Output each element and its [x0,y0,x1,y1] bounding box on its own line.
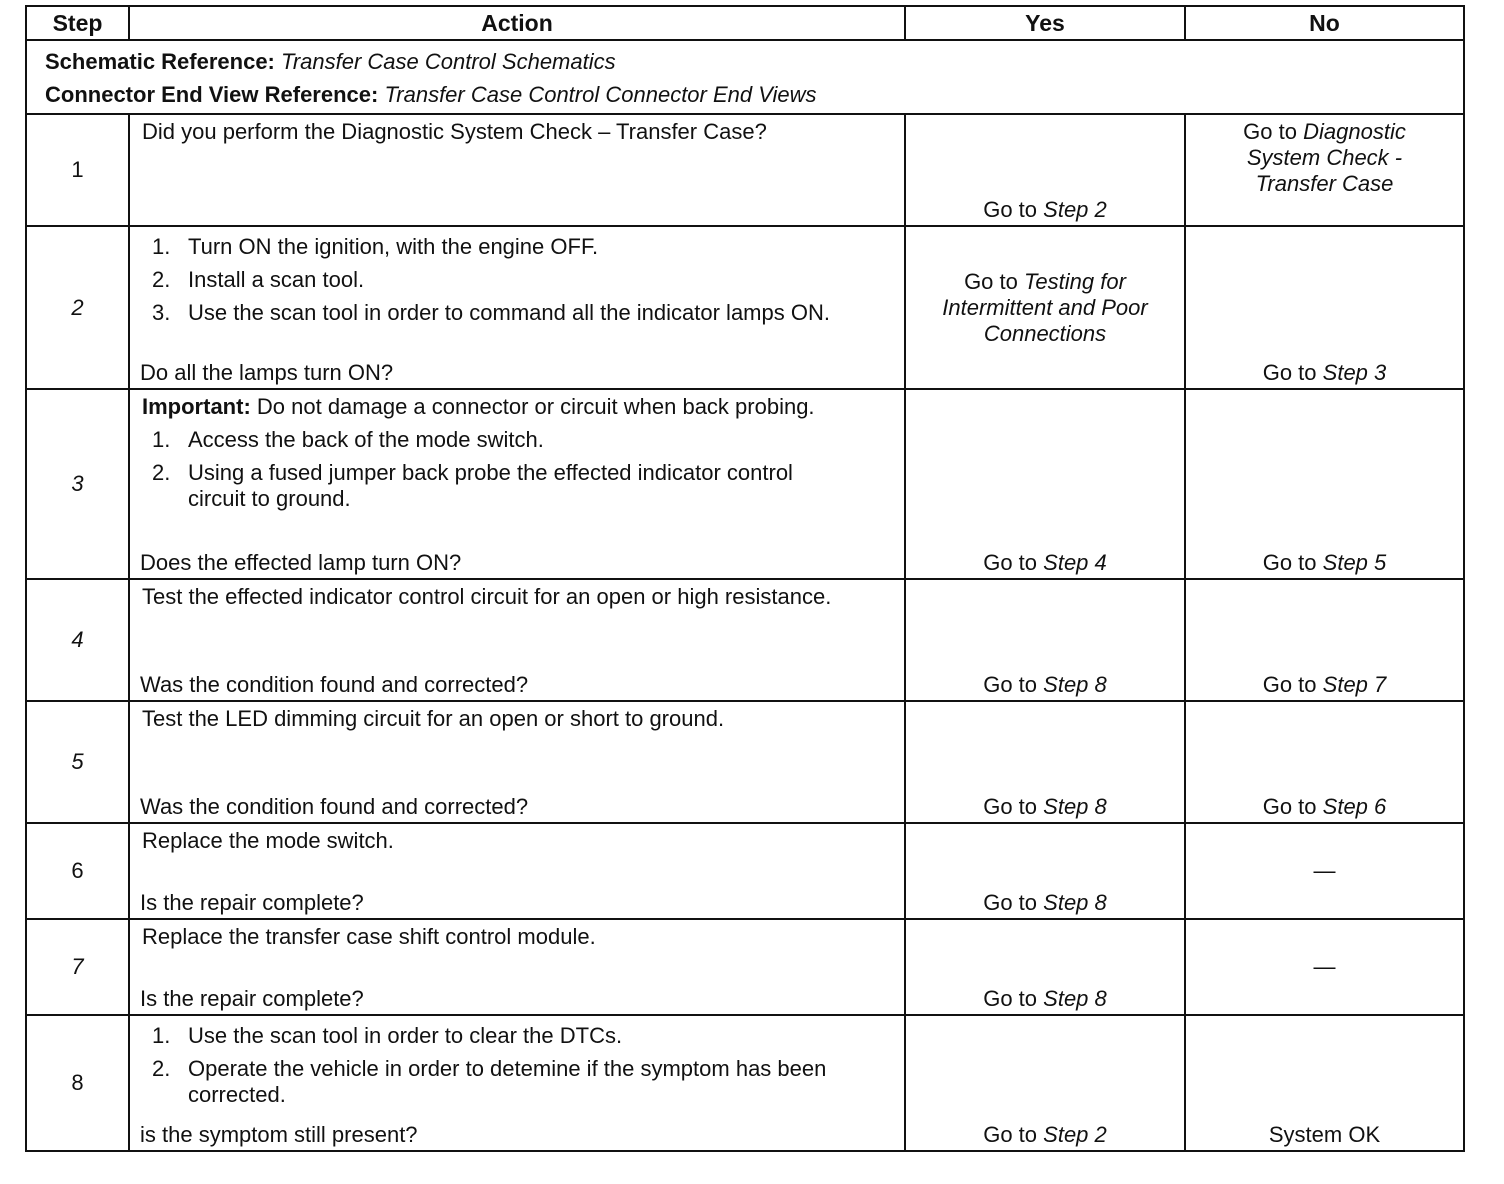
instruction-list [130,1016,904,1108]
goto-label: Go to [983,986,1038,1011]
list-item: 1. Access the back of the mode switch. [152,427,544,452]
yes-link[interactable]: Step 8 [1043,672,1107,697]
goto-label: Go to [983,197,1038,222]
action-question: Does the effected lamp turn ON? [140,550,462,575]
goto-label: Go to [983,794,1038,819]
table-row [26,226,1464,389]
action-cell [129,389,905,579]
action-text: Replace the transfer case shift control module. [142,924,596,949]
no-cell [1185,114,1464,226]
list-item: 2. Using a fused jumper back probe the effected indicator control circuit to ground. [152,460,793,511]
yes-link[interactable]: Testing for Intermittent and Poor Connections [942,268,1148,346]
schematic-reference-label: Schematic Reference: [45,49,275,74]
action-text: Replace the mode switch. [142,828,394,853]
action-cell [129,701,905,823]
action-cell [129,919,905,1015]
goto-label: Go to [983,890,1038,915]
action-question: is the symptom still present? [140,1122,418,1147]
action-text: Test the effected indicator control circuit for an open or high resistance. [142,584,832,609]
schematic-reference [45,45,1445,78]
table-row [26,823,1464,919]
action-question: Was the condition found and corrected? [140,672,529,697]
action-cell [129,1015,905,1151]
yes-cell [905,823,1185,919]
yes-link[interactable]: Step 8 [1043,890,1107,915]
connector-reference-label: Connector End View Reference: [45,82,379,107]
header-row [26,6,1464,40]
yes-cell [905,919,1185,1015]
no-cell [1185,1015,1464,1151]
header-no: No [1185,6,1464,40]
goto-label: Go to [983,550,1038,575]
instruction-list [130,420,904,512]
no-cell [1185,389,1464,579]
yes-link[interactable]: Step 8 [1043,794,1107,819]
action-question: Did you perform the Diagnostic System Check – Transfer Case? [142,119,767,144]
schematic-reference-link[interactable]: Transfer Case Control Schematics [281,49,616,74]
yes-link[interactable]: Step 4 [1043,550,1107,575]
important-note [130,390,904,420]
list-item: 3. Use the scan tool in order to command all the indicator lamps ON. [152,300,830,325]
no-cell [1185,823,1464,919]
important-label: Important: [142,394,251,419]
action-cell [129,823,905,919]
action-text: Test the LED dimming circuit for an open or short to ground. [142,706,725,731]
step-number: 3 [26,389,129,579]
no-link[interactable]: Step 5 [1322,550,1387,575]
step-number: 6 [26,823,129,919]
list-item: 1. Turn ON the ignition, with the engine OFF. [152,234,599,259]
table-row [26,1015,1464,1151]
no-value: — [1313,954,1336,979]
yes-cell [905,114,1185,226]
action-cell [129,226,905,389]
yes-cell [905,1015,1185,1151]
no-cell [1185,579,1464,701]
header-step: Step [26,6,129,40]
no-link[interactable]: Step 3 [1322,360,1387,385]
yes-link[interactable]: Step 2 [1043,1122,1107,1147]
action-cell [129,579,905,701]
header-action: Action [129,6,905,40]
yes-cell [905,579,1185,701]
action-cell [129,114,905,226]
table-row [26,389,1464,579]
action-question: Was the condition found and corrected? [140,794,529,819]
action-question: Is the repair complete? [140,986,364,1011]
goto-label: Go to [1262,360,1317,385]
list-item: 2. Install a scan tool. [152,267,365,292]
goto-label: Go to [1243,119,1297,144]
connector-reference-link[interactable]: Transfer Case Control Connector End Views [384,82,817,107]
list-item: 1. Use the scan tool in order to clear the DTCs. [152,1023,623,1048]
step-number: 7 [26,919,129,1015]
header-yes: Yes [905,6,1185,40]
step-number: 5 [26,701,129,823]
step-number: 2 [26,226,129,389]
table-row [26,579,1464,701]
reference-row [26,40,1464,114]
list-item: 2. Operate the vehicle in order to detemine if the symptom has been corrected. [152,1056,827,1107]
table-row [26,114,1464,226]
important-text: Do not damage a connector or circuit when back probing. [256,394,815,419]
goto-label: Go to [983,1122,1038,1147]
step-number: 4 [26,579,129,701]
table-row [26,919,1464,1015]
no-cell [1185,701,1464,823]
table-row [26,701,1464,823]
goto-label: Go to [1262,672,1317,697]
no-link[interactable]: Step 6 [1322,794,1387,819]
action-question: Do all the lamps turn ON? [140,360,394,385]
no-link[interactable]: Diagnostic System Check - Transfer Case [1246,119,1406,196]
connector-reference [45,78,1445,111]
no-cell [1185,226,1464,389]
yes-cell [905,389,1185,579]
instruction-list [130,227,904,326]
goto-label: Go to [1262,794,1317,819]
no-cell [1185,919,1464,1015]
step-number: 1 [26,114,129,226]
no-value: System OK [1268,1122,1381,1147]
diagnostic-table [25,5,1465,1152]
no-value: — [1313,858,1336,883]
reference-cell [26,40,1464,114]
no-link[interactable]: Step 7 [1322,672,1387,697]
action-question: Is the repair complete? [140,890,364,915]
goto-label: Go to [1262,550,1317,575]
goto-label: Go to [964,268,1018,294]
goto-label: Go to [983,672,1038,697]
yes-cell [905,701,1185,823]
step-number: 8 [26,1015,129,1151]
yes-link[interactable]: Step 8 [1043,986,1107,1011]
yes-link[interactable]: Step 2 [1043,197,1107,222]
yes-cell [905,226,1185,389]
